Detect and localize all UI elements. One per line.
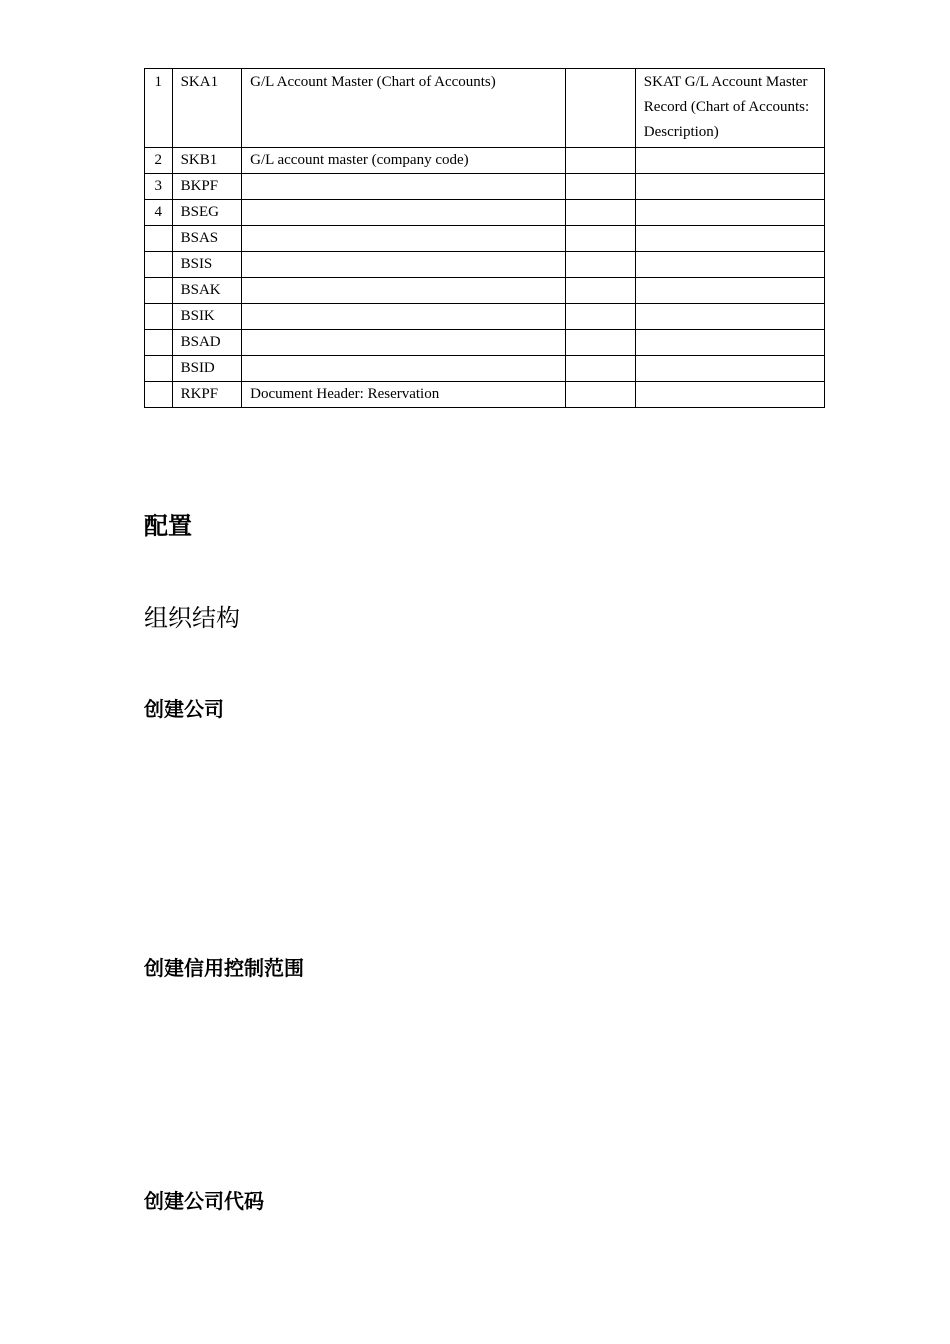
- table-row: [145, 69, 825, 148]
- table-name: BSID: [172, 356, 242, 382]
- table-name: BSAK: [172, 278, 242, 304]
- table-note: [635, 148, 824, 174]
- table-description: [242, 330, 566, 356]
- table-description: G/L Account Master (Chart of Accounts): [242, 69, 566, 148]
- table-note: [635, 174, 824, 200]
- table-extra: [566, 148, 636, 174]
- row-number: 2: [145, 148, 173, 174]
- table-note: [635, 330, 824, 356]
- table-list: [144, 68, 825, 408]
- table-row: [145, 200, 825, 226]
- table-extra: [566, 174, 636, 200]
- table-name: BKPF: [172, 174, 242, 200]
- table-row: [145, 356, 825, 382]
- table-description: [242, 278, 566, 304]
- row-number: [145, 278, 173, 304]
- row-number: [145, 226, 173, 252]
- row-number: [145, 356, 173, 382]
- row-number: [145, 382, 173, 408]
- table-row: [145, 226, 825, 252]
- table-description: [242, 200, 566, 226]
- table-extra: [566, 226, 636, 252]
- table-name: BSAD: [172, 330, 242, 356]
- table-extra: [566, 200, 636, 226]
- table-extra: [566, 69, 636, 148]
- table-name: SKA1: [172, 69, 242, 148]
- table-description: [242, 356, 566, 382]
- table-name: RKPF: [172, 382, 242, 408]
- table-extra: [566, 382, 636, 408]
- table-row: [145, 174, 825, 200]
- table-extra: [566, 356, 636, 382]
- table-description: [242, 226, 566, 252]
- table-description: [242, 304, 566, 330]
- row-number: [145, 330, 173, 356]
- table-name: BSAS: [172, 226, 242, 252]
- table-name: SKB1: [172, 148, 242, 174]
- table-row: [145, 382, 825, 408]
- row-number: 1: [145, 69, 173, 148]
- table-note: [635, 226, 824, 252]
- table-note: SKAT G/L Account Master Record (Chart of Accounts: Description): [635, 69, 824, 148]
- table-note: [635, 356, 824, 382]
- table-description: Document Header: Reservation: [242, 382, 566, 408]
- heading-create-credit-control-area: 创建信用控制范围: [144, 956, 304, 980]
- table-note: [635, 200, 824, 226]
- table-row: [145, 278, 825, 304]
- table-note: [635, 278, 824, 304]
- table-name: BSIK: [172, 304, 242, 330]
- table-extra: [566, 278, 636, 304]
- row-number: 4: [145, 200, 173, 226]
- table-extra: [566, 252, 636, 278]
- heading-create-company-code: 创建公司代码: [144, 1189, 264, 1213]
- row-number: [145, 252, 173, 278]
- row-number: [145, 304, 173, 330]
- table-note: [635, 382, 824, 408]
- table-extra: [566, 330, 636, 356]
- table-note: [635, 304, 824, 330]
- table-row: [145, 304, 825, 330]
- heading-config: 配置: [144, 512, 192, 540]
- table-description: G/L account master (company code): [242, 148, 566, 174]
- table-row: [145, 252, 825, 278]
- table-extra: [566, 304, 636, 330]
- table-row: [145, 330, 825, 356]
- heading-create-company: 创建公司: [144, 697, 224, 721]
- heading-org-structure: 组织结构: [144, 604, 240, 632]
- table-body: [145, 69, 825, 408]
- table-description: [242, 252, 566, 278]
- row-number: 3: [145, 174, 173, 200]
- table-description: [242, 174, 566, 200]
- table-name: BSIS: [172, 252, 242, 278]
- table-row: [145, 148, 825, 174]
- table-note: [635, 252, 824, 278]
- table-name: BSEG: [172, 200, 242, 226]
